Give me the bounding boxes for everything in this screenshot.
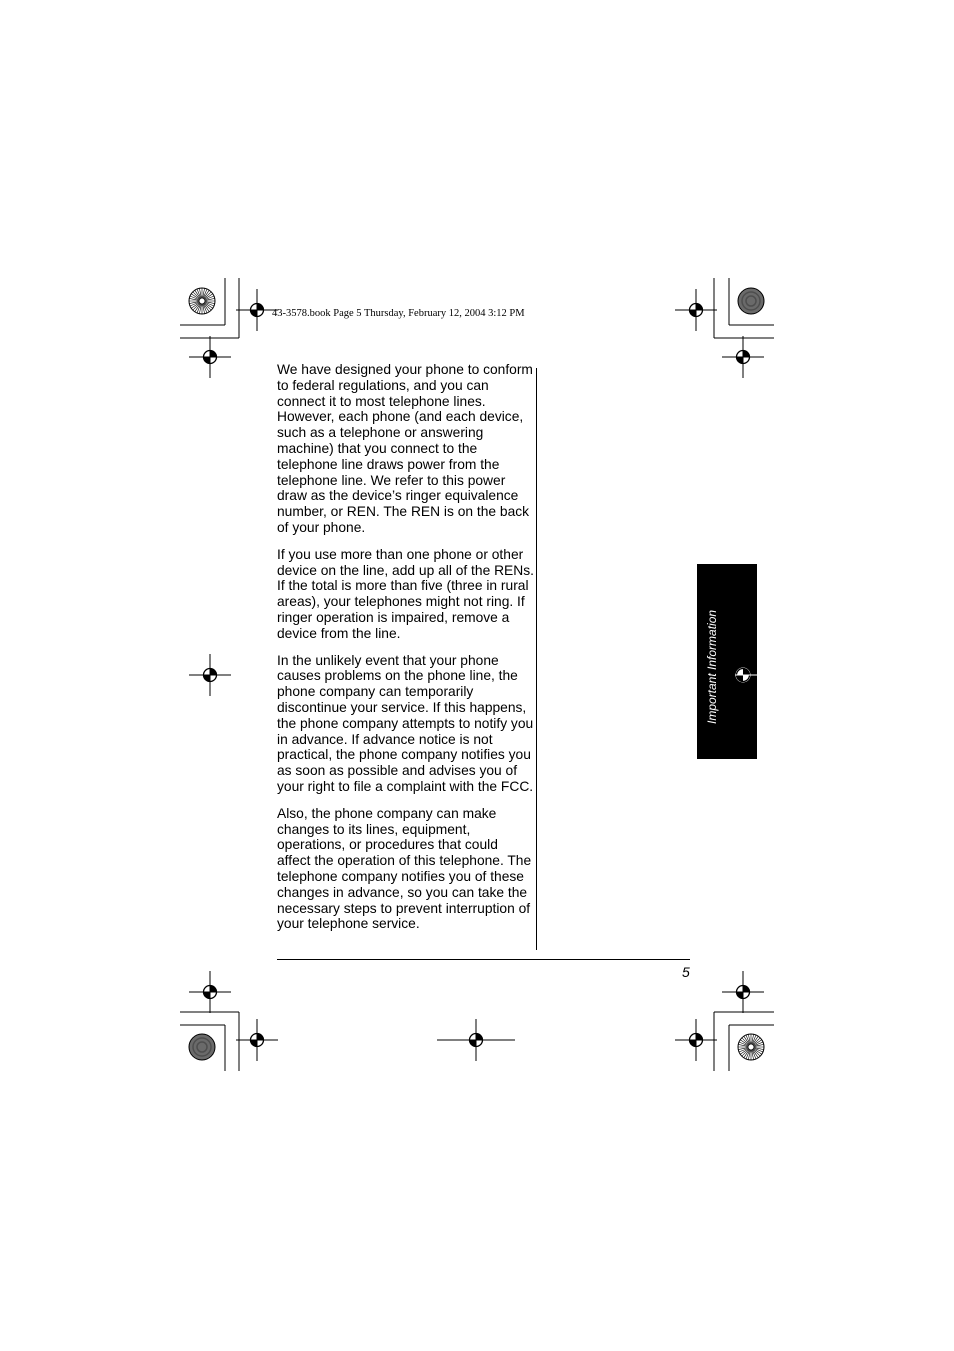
registration-mark-icon xyxy=(675,289,717,331)
paragraph: We have designed your phone to conform to federal regulations, and you can connect it to most telephone lines. However, each phone (and each device, such as a telephone or answering machine) that you connect to the telephone line draws power from the telephone line. We refer to this power draw as the device’s ringer equivalence number, or REN. The REN is on the back of your phone. xyxy=(277,362,533,535)
section-tab xyxy=(697,564,757,759)
registration-mark-icon xyxy=(189,971,231,1013)
starburst-mark-icon xyxy=(738,1034,764,1060)
registration-mark-icon xyxy=(236,1019,278,1061)
page-number: 5 xyxy=(682,964,690,980)
section-tab-label: Important Information xyxy=(705,609,719,724)
body-text xyxy=(277,362,535,943)
footer-rule xyxy=(277,959,690,960)
registration-mark-icon xyxy=(189,654,231,696)
registration-mark-icon xyxy=(722,971,764,1013)
dot-circle-mark-icon xyxy=(738,288,764,314)
paragraph: If you use more than one phone or other device on the line, add up all of the RENs. If the total is more than five (three in rural areas), your telephones might not ring. If ringer operation is impaired, remove a device from the line. xyxy=(277,546,534,641)
paragraph: Also, the phone company can make changes to its lines, equipment, operations, or procedures that could affect the operation of this telephone. The telephone company notifies you of these changes in advance, so you can take the necessary steps to prevent interruption of your telephone service. xyxy=(277,805,532,932)
book-info-header: 43-3578.book Page 5 Thursday, February 12, 2004 3:12 PM xyxy=(272,308,525,319)
paragraph: In the unlikely event that your phone causes problems on the phone line, the phone company can temporarily discontinue your service. If this happens, the phone company attempts to notify you in advance. If advance notice is not practical, the phone company notifies you as soon as possible and advises you of your right to file a complaint with the FCC. xyxy=(277,652,534,794)
registration-mark-icon xyxy=(675,1019,717,1061)
starburst-mark-icon xyxy=(189,288,215,314)
registration-mark-icon xyxy=(189,336,231,378)
column-divider xyxy=(536,368,537,950)
dot-circle-mark-icon xyxy=(189,1034,215,1060)
registration-mark-icon xyxy=(697,564,757,759)
registration-mark-icon xyxy=(722,336,764,378)
